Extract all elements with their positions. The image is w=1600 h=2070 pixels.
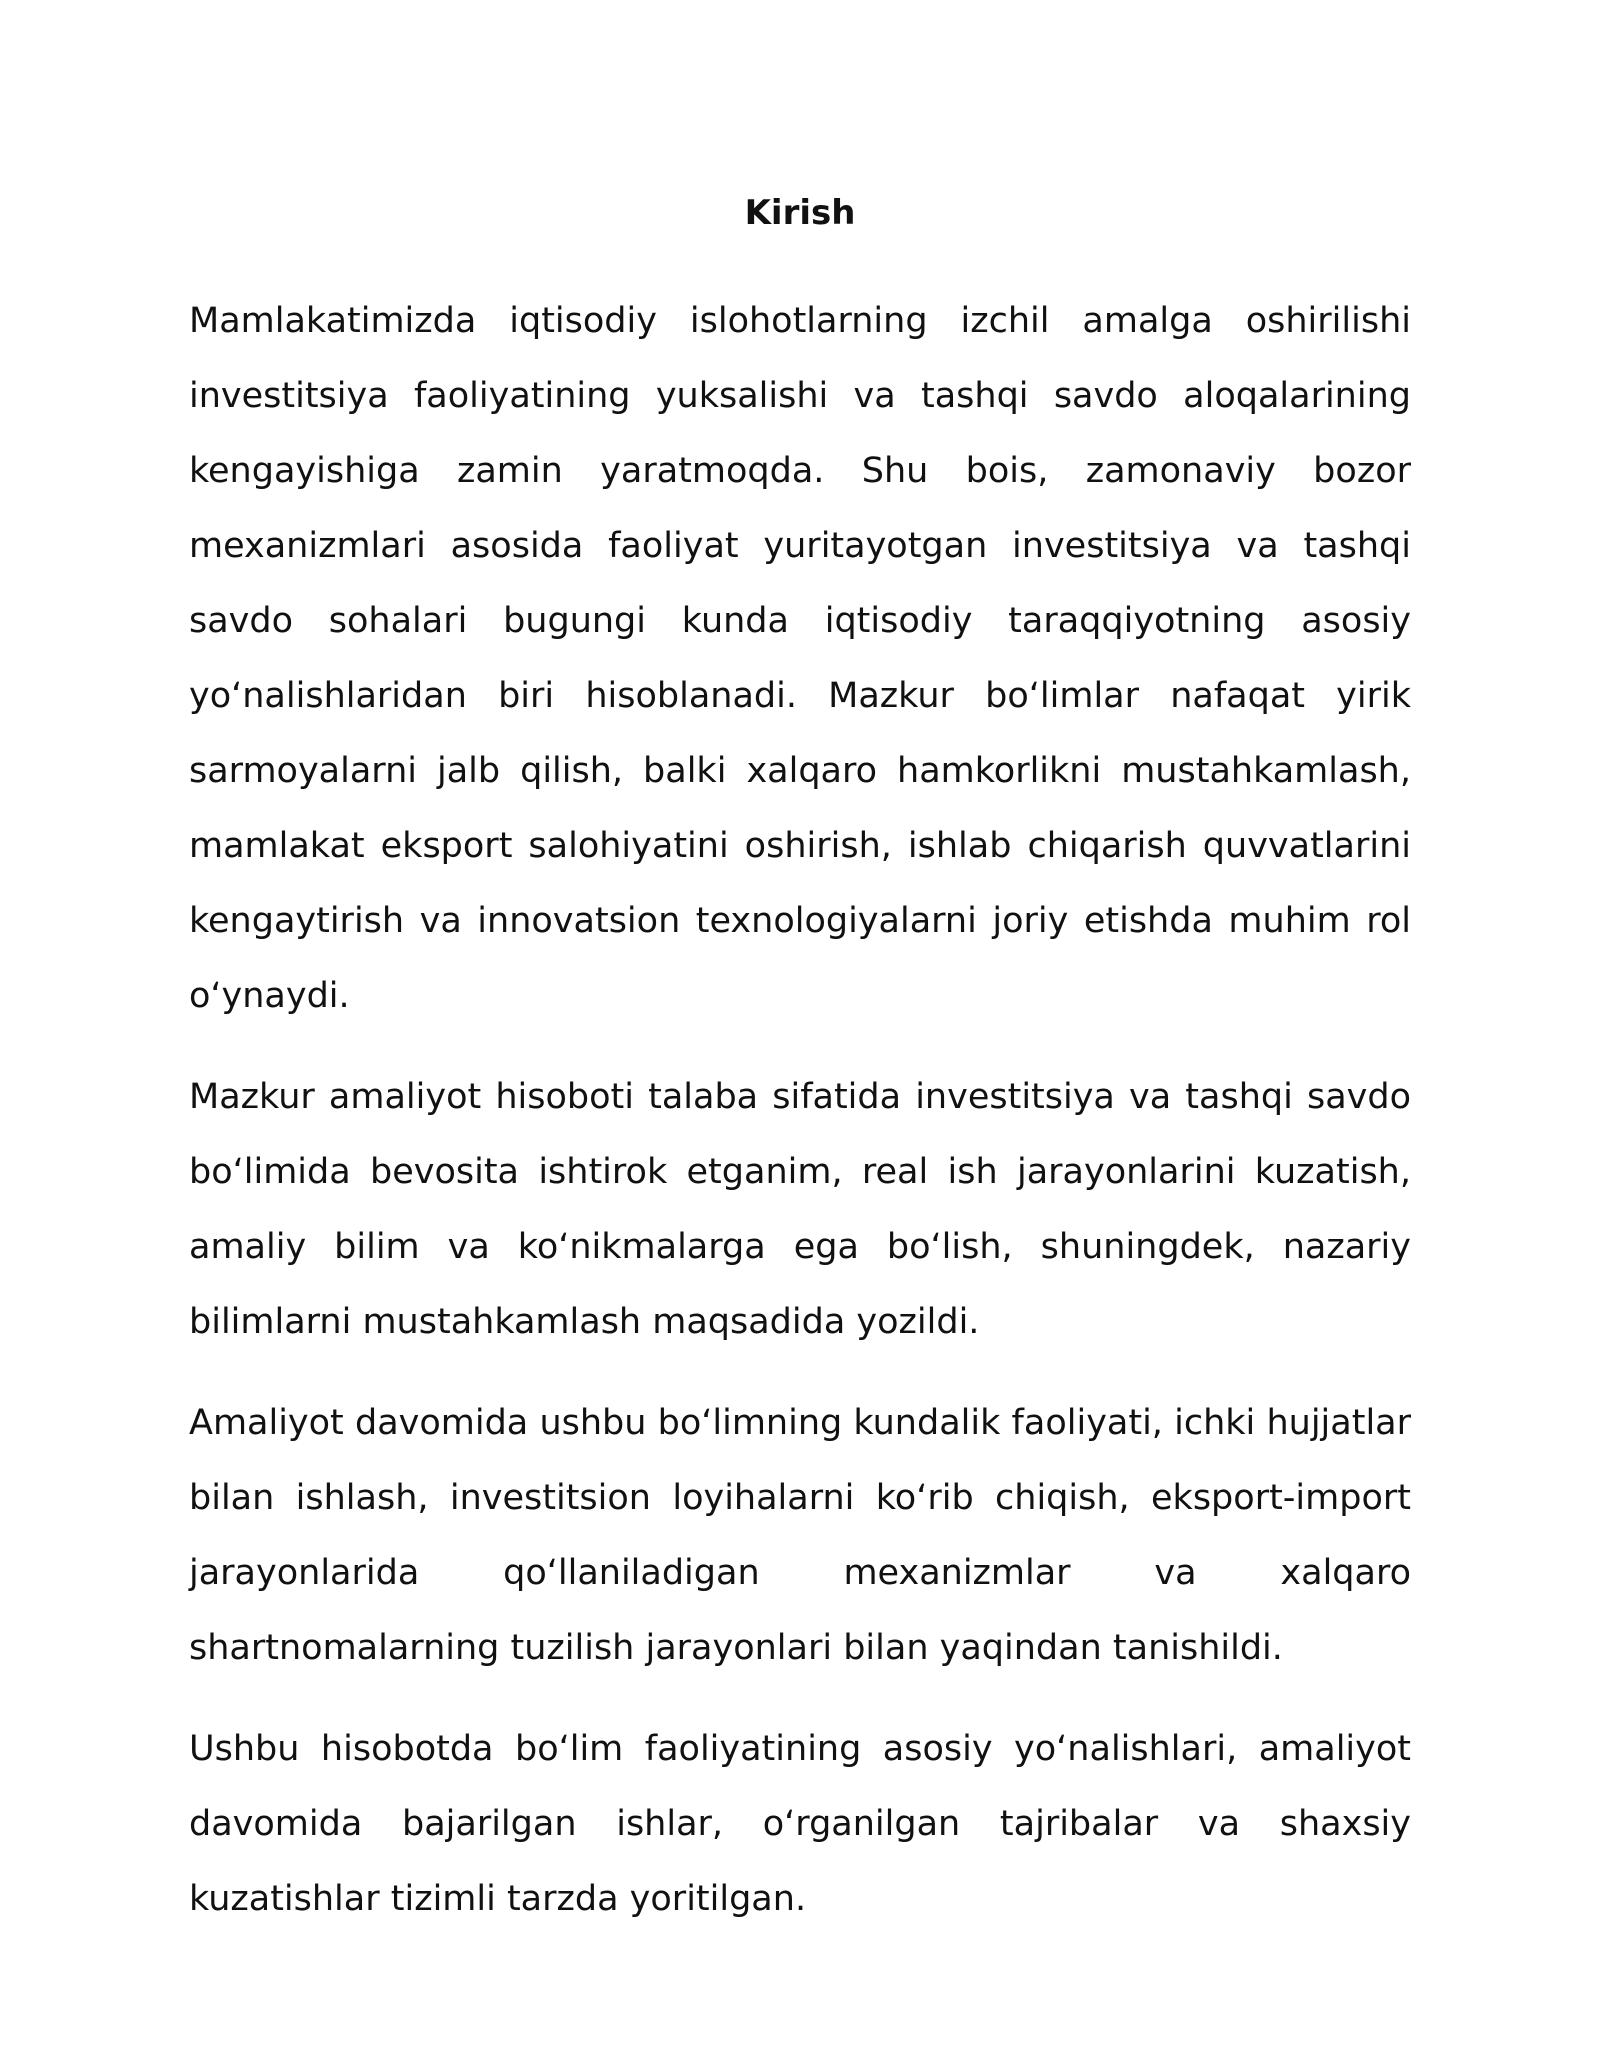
page-title: Kirish (744, 193, 856, 233)
document-body (189, 284, 1411, 1963)
paragraph-1: Mamlakatimizda iqtisodiy islohotlarning izchil amalga oshirilishi investitsiya faoliyatining yuksalishi va tashqi savdo aloqalarining kengayishiga zamin yaratmoqda. Shu bois, zamonaviy bozor mexanizmlari asosida faoliyat yuritayotgan investitsiya va tashqi savdo sohalari bugungi kunda iqtisodiy taraqqiyotning asosiy yoʻnalishlaridan biri hisoblanadi. Mazkur boʻlimlar nafaqat yirik sarmoyalarni jalb qilish, balki xalqaro hamkorlikni mustahkamlash, mamlakat eksport salohiyatini oshirish, ishlab chiqarish quvvatlarini kengaytirish va innovatsion texnologiyalarni joriy etishda muhim rol oʻynaydi. (189, 301, 1411, 1016)
paragraph-3: Amaliyot davomida ushbu boʻlimning kundalik faoliyati, ichki hujjatlar bilan ishlash, investitsion loyihalarni koʻrib chiqish, eksport-import jarayonlarida qoʻllaniladigan mexanizmlar va xalqaro shartnomalarning tuzilish jarayonlari bilan yaqindan tanishildi. (189, 1403, 1411, 1668)
paragraph-2: Mazkur amaliyot hisoboti talaba sifatida investitsiya va tashqi savdo boʻlimida bevosita ishtirok etganim, real ish jarayonlarini kuzatish, amaliy bilim va koʻnikmalarga ega boʻlish, shuningdek, nazariy bilimlarni mustahkamlash maqsadida yozildi. (189, 1077, 1411, 1342)
paragraph-4: Ushbu hisobotda boʻlim faoliyatining asosiy yoʻnalishlari, amaliyot davomida bajarilgan ishlar, oʻrganilgan tajribalar va shaxsiy kuzatishlar tizimli tarzda yoritilgan. (189, 1729, 1411, 1919)
